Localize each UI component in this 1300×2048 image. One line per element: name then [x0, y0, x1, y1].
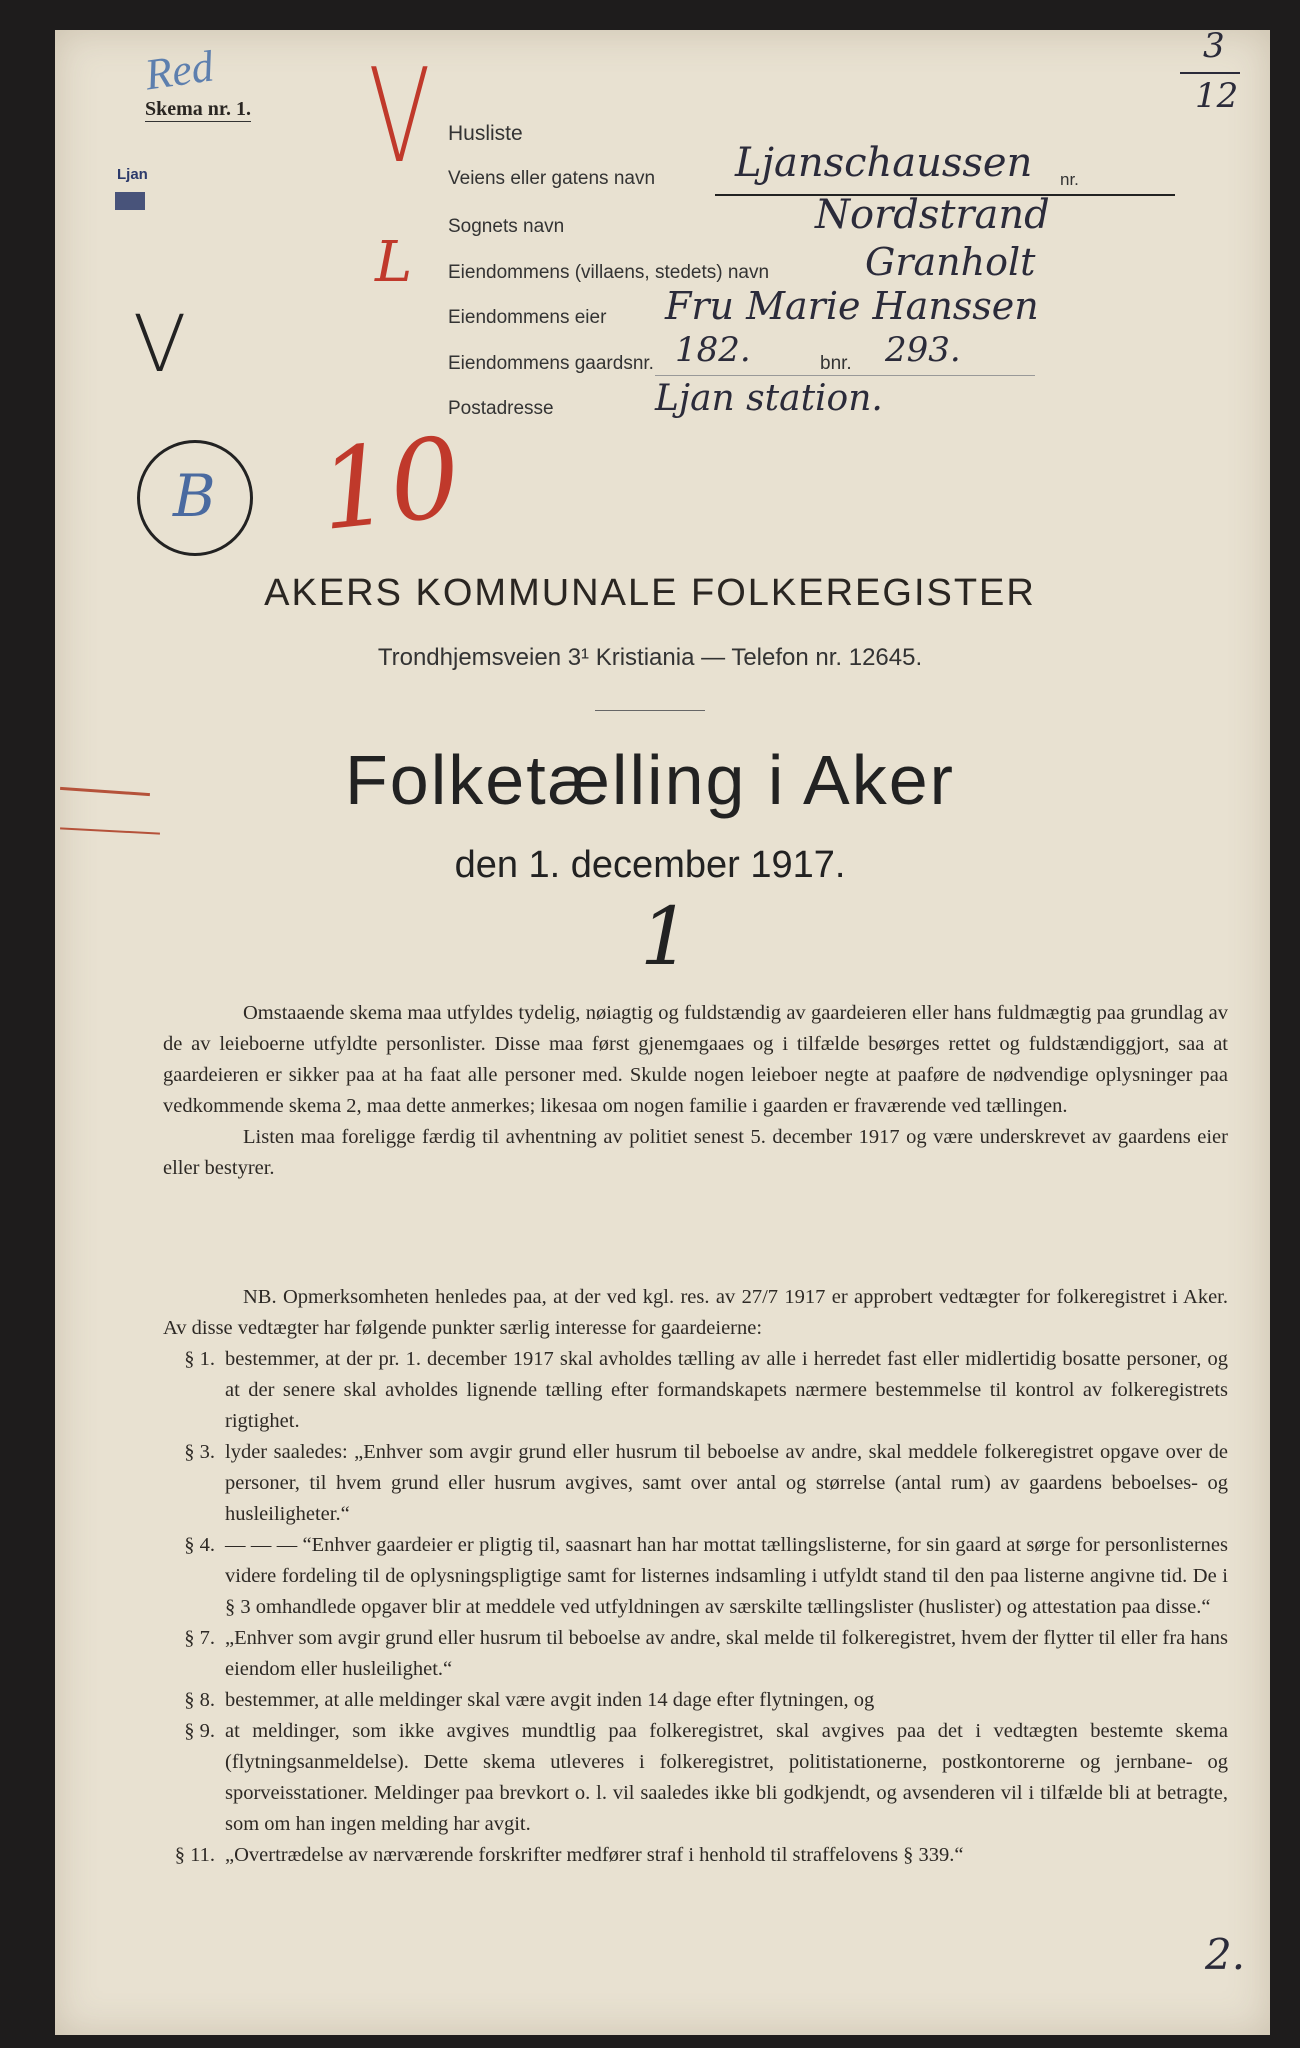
- street-label: Veiens eller gatens navn: [448, 168, 656, 189]
- owner-label: Eiendommens eier: [448, 307, 607, 328]
- section-text: lyder saaledes: „Enhver som avgir grund eller husrum til beboelse av andre, skal meddele folkeregistret opgave over de personer, til hvem grund eller husrum avgives, samt over antal og størrelse (antal rum) av gaardens beboelses- og husleiligheter.“: [225, 1441, 1228, 1525]
- husliste-title: Husliste: [448, 122, 523, 145]
- red-v-mark: V: [368, 40, 431, 192]
- section-1: [163, 1344, 1228, 1437]
- org-heading: AKERS KOMMUNALE FOLKEREGISTER: [264, 572, 1036, 614]
- section-8: [163, 1685, 1228, 1716]
- section-text: bestemmer, at der pr. 1. december 1917 skal avholdes tælling av alle i herredet fast eller midlertidig bosatte personer, og at der senere skal avholdes lignende tælling efter formandskapets nærmere bestemmelse til kontrol av folkeregistrets rigtighet.: [225, 1348, 1228, 1432]
- red-10-mark: 10: [313, 413, 467, 555]
- intro-text: [163, 998, 1228, 1184]
- section-text: — — — “Enhver gaardeier er pligtig til, saasnart han har mottat tællingslisterne, for sin gaard at sørge for personlisternes videre fordeling til de oplysningspligtige samt for listernes indsamling i utfyldt stand til den paa listerne angivne tid. De i § 3 omhandlede opgaver blir at meddele ved utfyldningen av særskilte tællingslister (huslister) og attestation paa disse.“: [225, 1534, 1228, 1618]
- section-number: § 11.: [174, 1844, 215, 1866]
- street-value: Ljanschaussen: [735, 140, 1033, 186]
- bnr-value: 293.: [885, 330, 961, 370]
- nb-section: [163, 1282, 1228, 1871]
- gaardsnr-rule: [655, 375, 1035, 376]
- census-form-page: [55, 26, 1270, 2035]
- red-margin-mark-2: [60, 827, 160, 834]
- org-address: Trondhjemsveien 3¹ Kristiania — Telefon nr. 12645.: [377, 644, 923, 671]
- ljan-stamp: Ljan: [117, 166, 148, 183]
- section-number: § 9.: [184, 1720, 215, 1742]
- stamp-block: [115, 192, 145, 210]
- bnr-label: bnr.: [820, 353, 852, 374]
- heading-divider: [595, 710, 705, 711]
- main-title: Folketælling i Aker: [345, 741, 955, 819]
- page-fraction-top: 3: [1203, 26, 1225, 66]
- section-7: [163, 1623, 1228, 1685]
- gaardsnr-value: 182.: [675, 330, 751, 370]
- section-number: § 3.: [184, 1441, 215, 1463]
- post-label: Postadresse: [448, 398, 554, 419]
- street-nr-label: nr.: [1060, 170, 1079, 189]
- parish-value: Nordstrand: [815, 192, 1050, 238]
- section-9: [163, 1716, 1228, 1840]
- hand-mark-1: 1: [640, 890, 691, 983]
- gaardsnr-label: Eiendommens gaardsnr.: [448, 353, 654, 374]
- post-value: Ljan station.: [655, 378, 883, 419]
- section-number: § 4.: [184, 1534, 215, 1556]
- red-l-mark: L: [375, 230, 413, 295]
- page-fraction-bottom: 12: [1195, 76, 1239, 116]
- section-number: § 7.: [184, 1627, 215, 1649]
- section-number: § 8.: [184, 1689, 215, 1711]
- blue-scrawl-annotation: Red: [141, 41, 217, 100]
- census-date: den 1. december 1917.: [454, 844, 846, 886]
- section-3: [163, 1437, 1228, 1530]
- section-number: § 1.: [184, 1348, 215, 1370]
- intro-paragraph-2: Listen maa foreligge færdig til avhentning av politiet senest 5. december 1917 og være underskrevet av gaardens eier eller bestyrer.: [163, 1126, 1228, 1179]
- nb-intro: NB. Opmerksomheten henledes paa, at der ved kgl. res. av 27/7 1917 er approbert vedtægter for folkeregistret i Aker. Av disse vedtægter har følgende punkter særlig interesse for gaardeierne:: [163, 1286, 1228, 1339]
- skema-number: Skema nr. 1.: [145, 98, 251, 120]
- property-value: Granholt: [865, 240, 1036, 284]
- fraction-line: [1180, 72, 1240, 74]
- page-number-bottom: 2.: [1205, 1930, 1246, 1979]
- section-text: bestemmer, at alle meldinger skal være avgit inden 14 dage efter flytningen, og: [225, 1689, 875, 1711]
- section-11: [163, 1840, 1228, 1871]
- section-text: „Overtrædelse av nærværende forskrifter medfører straf i henhold til straffelovens § 339.“: [225, 1844, 964, 1866]
- section-text: at meldinger, som ikke avgives mundtlig paa folkeregistret, skal avgives paa det i vedtægten bestemte skema (flytningsanmeldelse). Dette skema utleveres i folkeregistret, politistationerne, postkontorerne og jernbane- og sporveisstationer. Meldinger paa brevkort o. l. vil saaledes ikke bli godkjendt, og avsenderen vil i tilfælde bli at betragte, som om han ingen melding har avgit.: [225, 1720, 1228, 1835]
- black-v-mark: V: [133, 300, 187, 390]
- section-text: „Enhver som avgir grund eller husrum til beboelse av andre, skal melde til folkeregistret, hvem der flytter til eller fra hans eiendom eller husleilighet.“: [225, 1627, 1228, 1680]
- owner-value: Fru Marie Hanssen: [665, 284, 1039, 328]
- intro-paragraph-1: Omstaaende skema maa utfyldes tydelig, nøiagtig og fuldstændig av gaardeieren eller hans fuldmægtig paa grundlag av de av leieboerne utfyldte personlister. Disse maa først gjenemgaaes og i tilfælde besørges rettet og fuldstændiggjort, saa at gaardeieren er sikker paa at ha faat alle personer med. Skulde nogen leieboer negte at paaføre de nødvendige oplysninger paa vedkommende skema 2, maa dette anmerkes; likesaa om nogen familie i gaarden er fraværende ved tællingen.: [163, 1002, 1228, 1117]
- parish-label: Sognets navn: [448, 216, 565, 237]
- circle-b-letter: B: [173, 462, 216, 530]
- section-4: [163, 1530, 1228, 1623]
- property-label: Eiendommens (villaens, stedets) navn: [448, 262, 770, 283]
